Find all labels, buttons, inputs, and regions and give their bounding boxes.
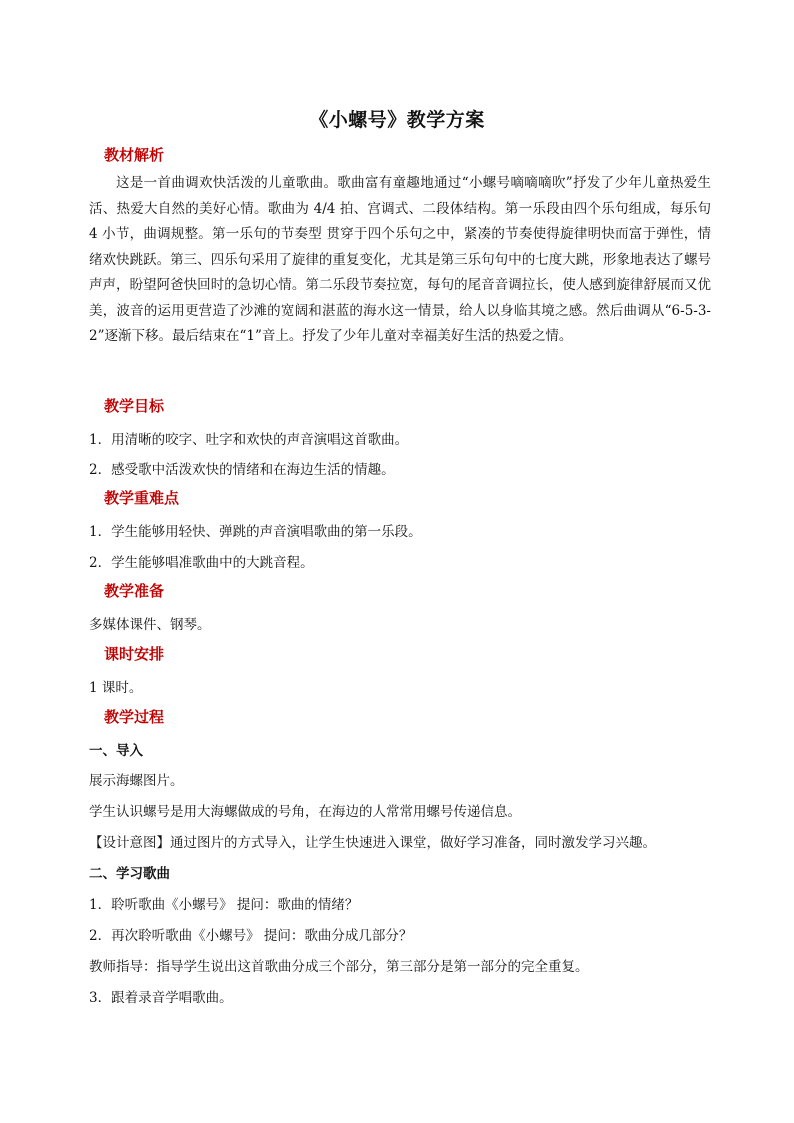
analysis-paragraph: 这是一首曲调欢快活泼的儿童歌曲。歌曲富有童趣地通过“小螺号嘀嘀嘀吹”抒发了少年儿童热爱生活、热爱大自然的美好心情。歌曲为 4/4 拍、宫调式、二段体结构。第一乐段由四个乐句组成，每乐句 4 小节，曲调规整。第一乐句的节奏型 贯穿于四个乐句之中，紧凑的节奏使得旋律明快而富于弹性，情绪欢快跳跃。第三、四乐句采用了旋律的重复变化，尤其是第三乐句句中的七度大跳，形象地表达了螺号声声，盼望阿爸快回时的急切心情。第二乐段节奏拉宽，每句的尾音音调拉长，使人感到旋律舒展而又优美，波音的运用更营造了沙滩的宽阔和湛蓝的海水这一情景，给人以身临其境之感。然后曲调从“6-5-3-2”逐渐下移。最后结束在“1”音上。抒发了少年儿童对幸福美好生活的热爱之情。 (89, 175, 711, 344)
process-part2-title: 二、学习歌曲 (89, 866, 170, 882)
heading-keypoints: 教学重难点 (104, 489, 180, 507)
process-part2-line-4: 3．跟着录音学唱歌曲。 (89, 990, 233, 1006)
preparation-text: 多媒体课件、钢琴。 (89, 617, 211, 633)
process-part2-line-1: 1．聆听歌曲《小螺号》 提问：歌曲的情绪？ (89, 897, 359, 913)
heading-preparation: 教学准备 (104, 582, 165, 600)
heading-goals: 教学目标 (104, 397, 165, 415)
process-part2-line-2: 2．再次聆听歌曲《小螺号》 提问：歌曲分成几部分？ (89, 928, 413, 944)
process-part1-line-1: 展示海螺图片。 (89, 773, 184, 789)
document-title: 《小螺号》教学方案 (309, 109, 485, 131)
heading-analysis: 教材解析 (104, 146, 165, 164)
process-part1-title: 一、导入 (89, 743, 143, 759)
process-part2-line-3: 教师指导：指导学生说出这首歌曲分成三个部分，第三部分是第一部分的完全重复。 (89, 959, 589, 975)
process-part1-line-3: 【设计意图】通过图片的方式导入，让学生快速进入课堂，做好学习准备，同时激发学习兴趣。 (89, 835, 656, 851)
keypoint-item-1: 1．学生能够用轻快、弹跳的声音演唱歌曲的第一乐段。 (89, 524, 422, 540)
goal-item-1: 1．用清晰的咬字、吐字和欢快的声音演唱这首歌曲。 (89, 432, 409, 448)
keypoint-item-2: 2．学生能够唱准歌曲中的大跳音程。 (89, 555, 314, 571)
schedule-text: 1 课时。 (89, 680, 143, 696)
process-part1-line-2: 学生认识螺号是用大海螺做成的号角，在海边的人常常用螺号传递信息。 (89, 804, 521, 820)
goal-item-2: 2．感受歌中活泼欢快的情绪和在海边生活的情趣。 (89, 462, 395, 478)
heading-process: 教学过程 (104, 708, 165, 726)
heading-schedule: 课时安排 (104, 645, 165, 663)
